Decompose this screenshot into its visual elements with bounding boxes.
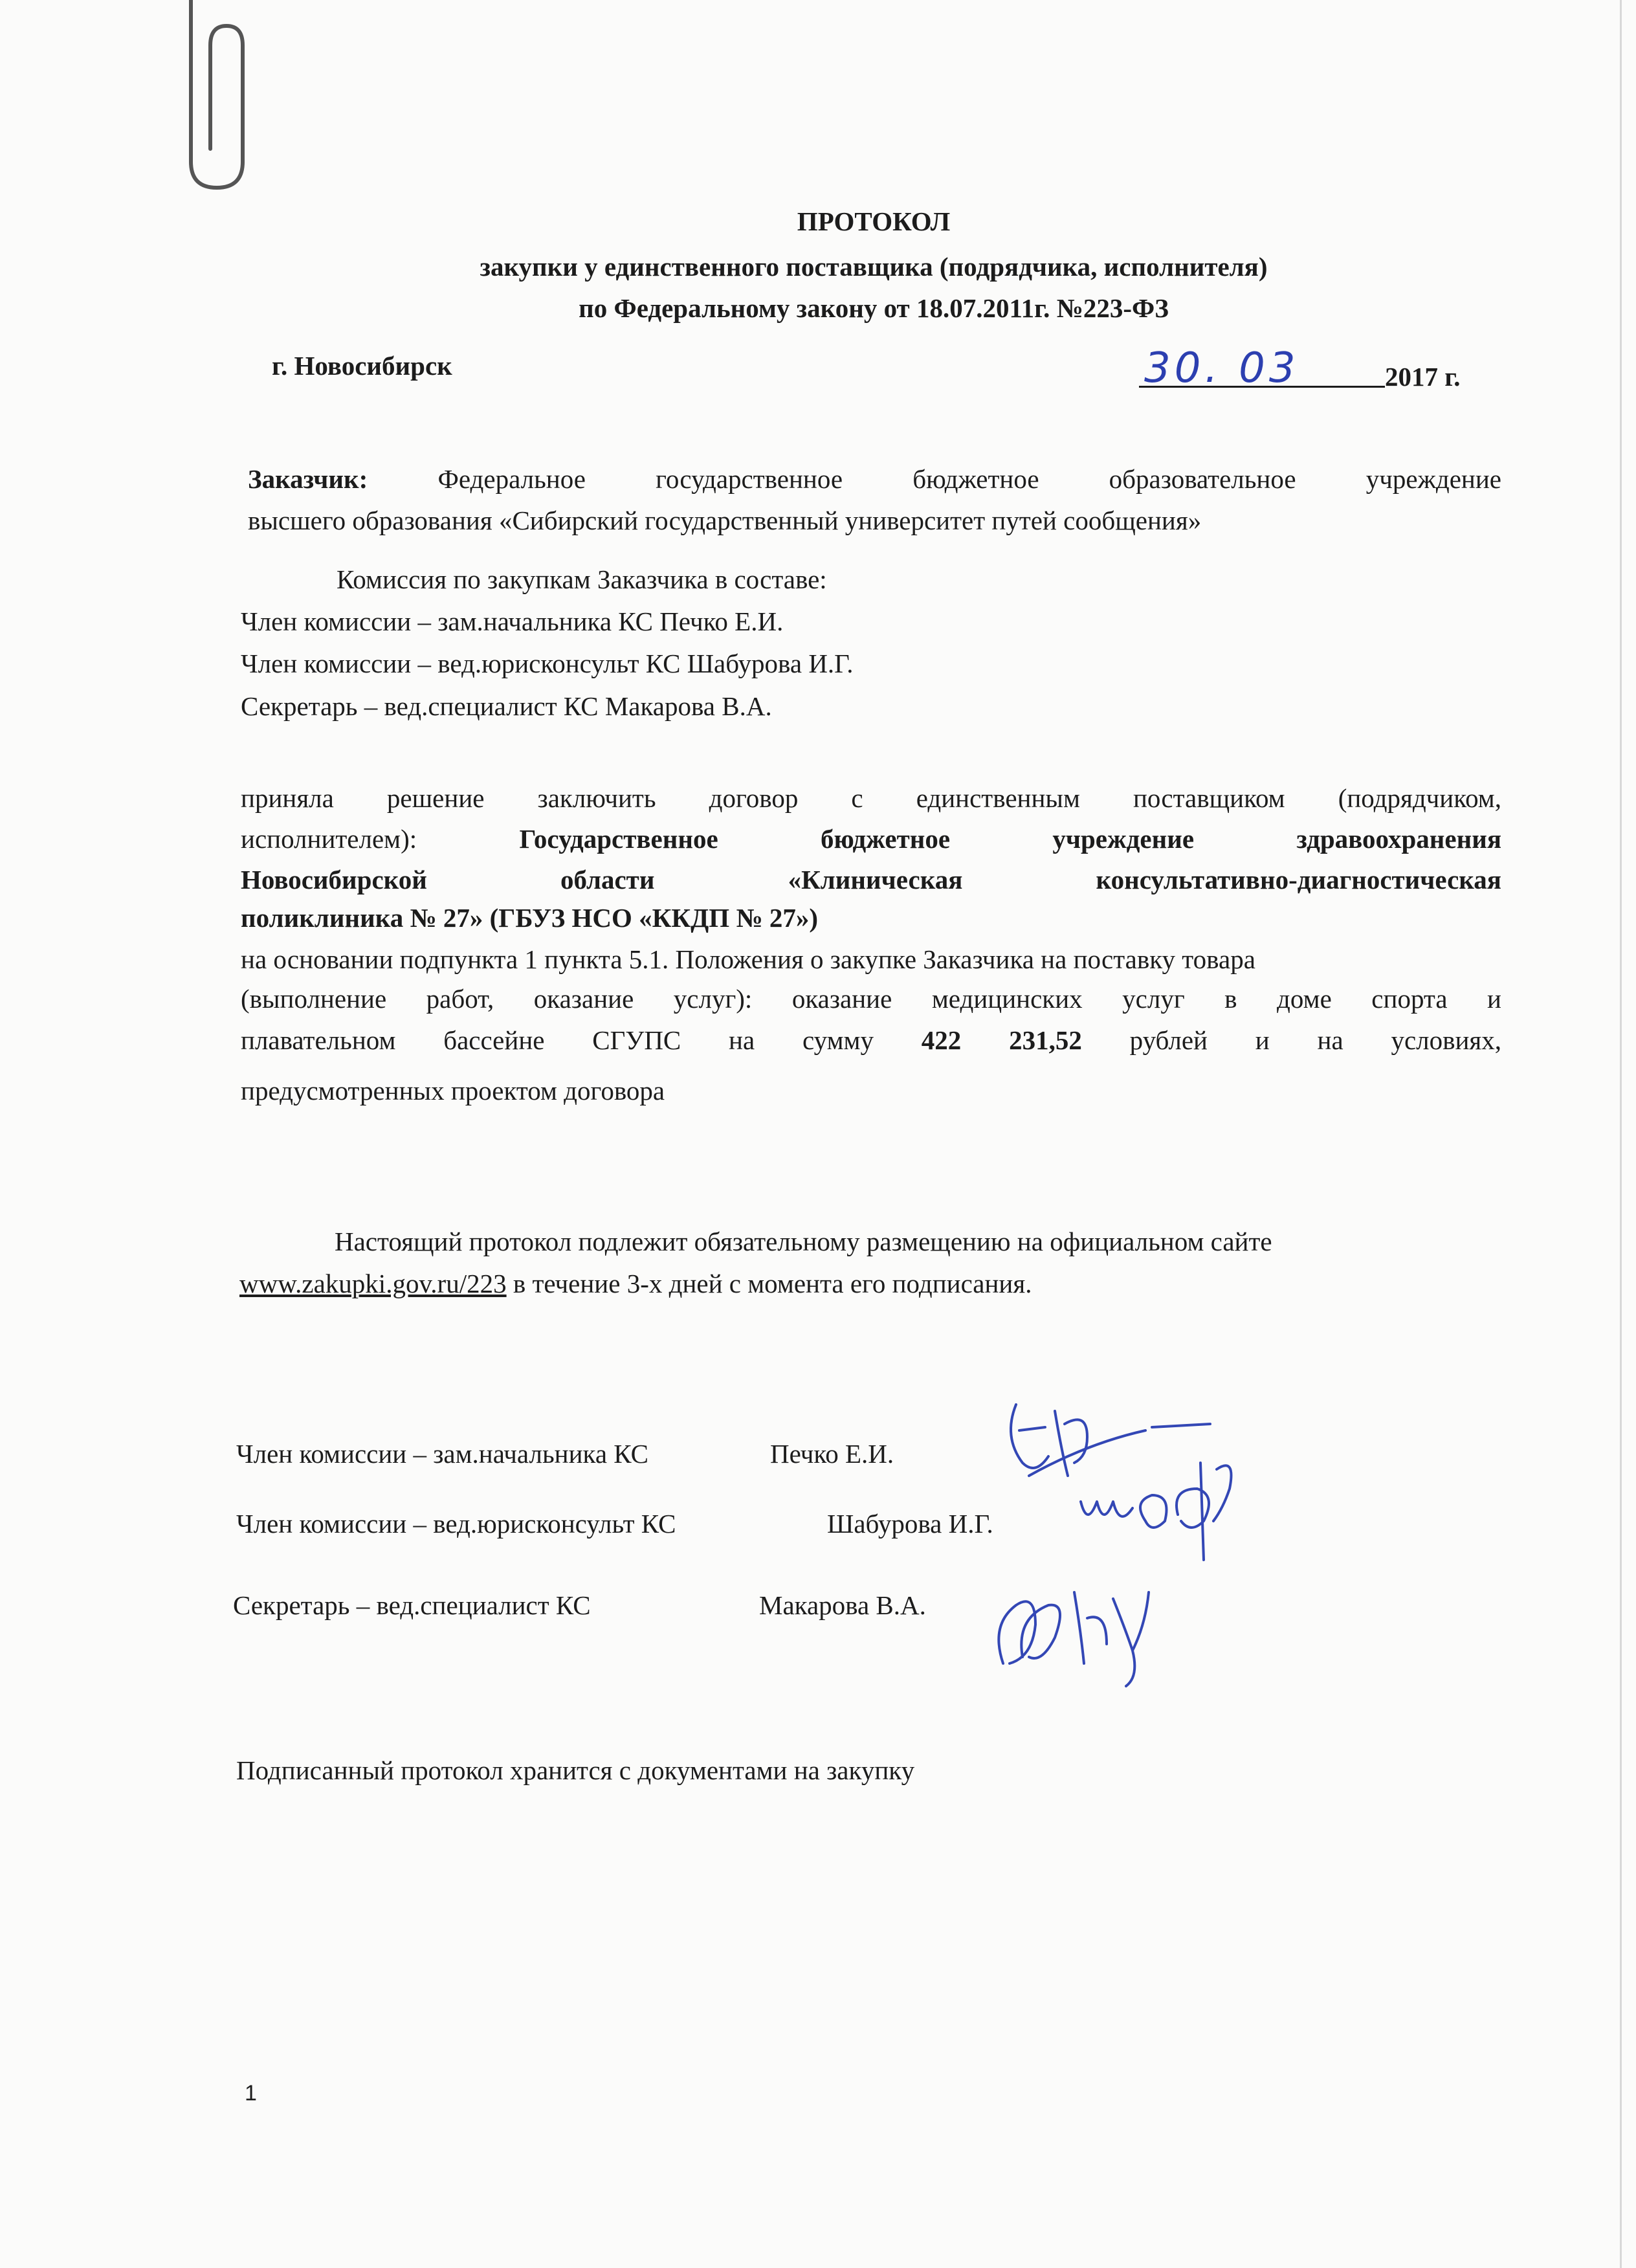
- page-edge: [1620, 0, 1622, 2268]
- signature-makarova: [977, 1566, 1171, 1696]
- signature-name: Печко Е.И.: [770, 1439, 894, 1469]
- commission-member: Член комиссии – вед.юрисконсульт КС Шабурова И.Г.: [241, 649, 854, 678]
- handwritten-date: 30. 03: [1144, 344, 1299, 392]
- supplier-name-part-1: Государственное бюджетное учреждение здравоохранения: [519, 824, 1502, 854]
- storage-note: Подписанный протокол хранится с документами на закупку: [236, 1755, 915, 1785]
- customer-label: Заказчик:: [248, 464, 368, 494]
- decision-line-3: [241, 856, 1501, 904]
- signature-role: Член комиссии – зам.начальника КС: [236, 1439, 648, 1469]
- paper-clip: [165, 0, 256, 194]
- document-law-reference: по Федеральному закону от 18.07.2011г. №223-ФЗ: [579, 293, 1169, 323]
- contract-amount: 422 231,52: [921, 1025, 1082, 1055]
- city: г. Новосибирск: [272, 351, 452, 381]
- commission-member: Член комиссии – зам.начальника КС Печко Е.И.: [241, 606, 784, 636]
- publication-line-1: Настоящий протокол подлежит обязательному размещению на официальном сайте: [335, 1227, 1272, 1256]
- decision-basis-line: на основании подпункта 1 пункта 5.1. Положения о закупке Заказчика на поставку товара: [241, 944, 1255, 974]
- signature-name: Макарова В.А.: [759, 1590, 926, 1620]
- decision-line-8: предусмотренных проектом договора: [241, 1076, 665, 1106]
- customer-line-2: высшего образования «Сибирский государственный университет путей сообщения»: [248, 506, 1202, 535]
- decision-line-6: (выполнение работ, оказание услуг): оказание медицинских услуг в доме спорта и: [241, 984, 1501, 1014]
- decision-line-7: плавательном бассейне СГУПС на сумму 422 231,52 рублей и на условиях,: [241, 1025, 1502, 1055]
- year: 2017 г.: [1385, 362, 1461, 392]
- document-title: ПРОТОКОЛ: [797, 206, 951, 236]
- signature-shaburova: [1068, 1450, 1262, 1566]
- commission-member: Секретарь – вед.специалист КС Макарова В.А.: [241, 691, 772, 721]
- zakupki-link[interactable]: www.zakupki.gov.ru/223: [239, 1269, 507, 1298]
- customer-line-1: Заказчик: Федеральное государственное бюджетное образовательное учреждение: [248, 464, 1501, 494]
- decision-line-2: исполнителем): Государственное бюджетное учреждение здравоохранения: [241, 824, 1502, 854]
- signature-name: Шабурова И.Г.: [827, 1509, 993, 1539]
- decision-line-1: приняла решение заключить договор с единственным поставщиком (подрядчиком,: [241, 783, 1501, 813]
- signature-role: Секретарь – вед.специалист КС: [233, 1590, 591, 1620]
- document-subtitle: закупки у единственного поставщика (подрядчика, исполнителя): [480, 252, 1268, 282]
- signature-role: Член комиссии – вед.юрисконсульт КС: [236, 1509, 676, 1539]
- supplier-name-part-2: Новосибирской области «Клиническая консультативно-диагностическая: [241, 865, 1501, 895]
- publication-line-2: www.zakupki.gov.ru/223 в течение 3-х дней с момента его подписания.: [239, 1269, 1032, 1298]
- supplier-name-part-3: поликлиника № 27» (ГБУЗ НСО «ККДП № 27»): [241, 903, 819, 933]
- commission-intro: Комиссия по закупкам Заказчика в составе:: [337, 564, 827, 594]
- page-number: 1: [245, 2081, 257, 2106]
